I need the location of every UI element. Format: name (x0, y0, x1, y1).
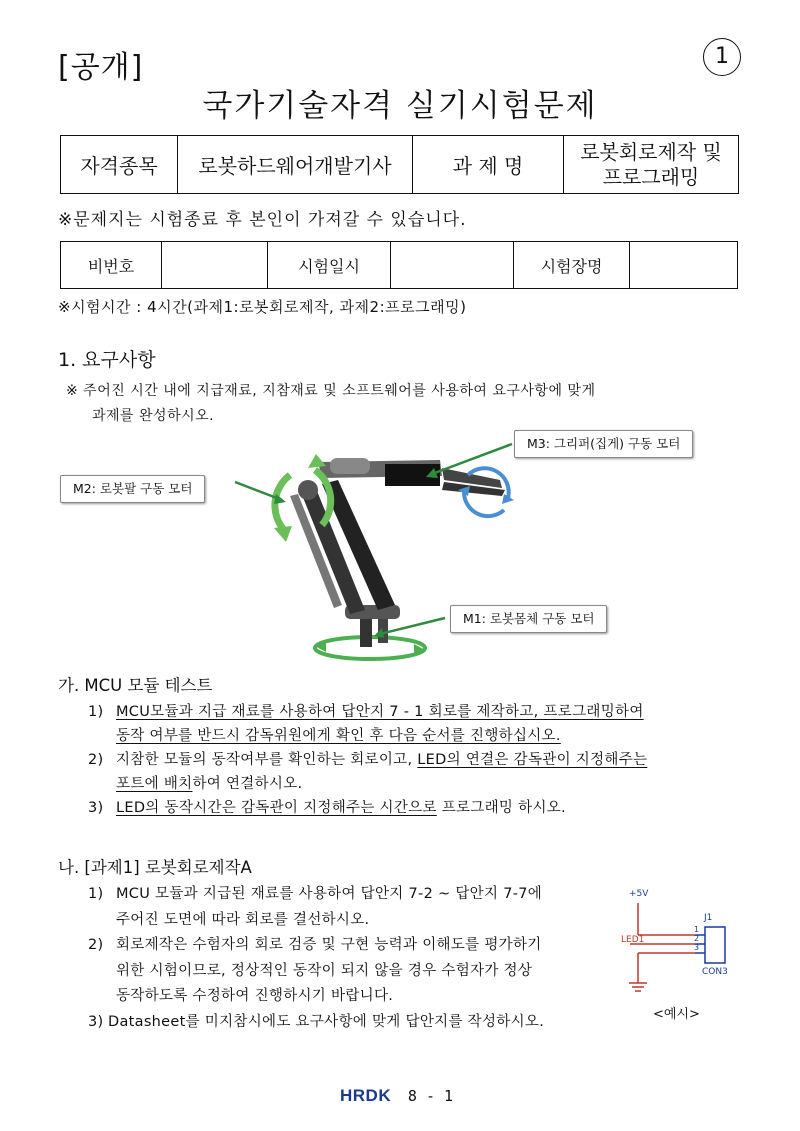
led-label: LED1 (621, 935, 645, 945)
exam-date-label: 시험일시 (268, 242, 391, 289)
public-tag: [공개] (58, 50, 144, 85)
qualification-value: 로봇하드웨어개발기사 (178, 136, 413, 194)
exam-time-notice: ※시험시간 : 4시간(과제1:로봇회로제작, 과제2:프로그래밍) (58, 298, 467, 316)
task-value-line1: 로봇회로제작 및 (580, 139, 722, 164)
mcu-test-list (88, 700, 768, 820)
mcu-item2-line1b: LED의 연결은 감독관이 지정해주는 (417, 752, 648, 768)
list-item (88, 748, 768, 796)
pin-2: 2 (694, 934, 700, 943)
connector-ref: J1 (704, 913, 713, 923)
task-value-line2: 프로그래밍 (602, 164, 700, 189)
mcu-item2-line1a: 지참한 모듈의 동작여부를 확인하는 회로이고, (116, 752, 418, 768)
list-item (88, 796, 768, 820)
hrdk-logo: HRDK (340, 1086, 392, 1105)
list-item-number: 1) (88, 704, 104, 720)
qualification-table (60, 135, 739, 194)
qualification-label: 자격종목 (61, 136, 178, 194)
robot-arm-figure (60, 420, 760, 670)
mcu-item1-line2: 동작 여부를 반드시 감독위원에게 확인 후 다음 순서를 진행하십시오. (116, 728, 561, 744)
exam-venue-value[interactable] (630, 242, 738, 289)
m3-gripper-motor-label: M3: 그리퍼(집게) 구동 모터 (514, 430, 693, 458)
exam-number-label: 비번호 (61, 242, 162, 289)
mcu-item1-line1: MCU모듈과 지급 재료를 사용하여 답안지 7 - 1 회로를 제작하고, 프로그래밍하여 (116, 704, 644, 720)
list-item-number: 3) (88, 1013, 104, 1030)
connector-name: CON3 (702, 967, 728, 977)
section-mcu-test-title: 가. MCU 모듈 테스트 (58, 676, 213, 695)
mcu-item2-line2b: 하여 연결하시오. (192, 776, 303, 792)
task-value (564, 136, 739, 194)
take-home-notice: ※문제지는 시험종료 후 본인이 가져갈 수 있습니다. (58, 210, 467, 230)
m1-body-motor-label: M1: 로봇몸체 구동 모터 (450, 605, 607, 633)
exam-venue-label: 시험장명 (514, 242, 630, 289)
m2-arm-motor-label: M2: 로봇팔 구동 모터 (60, 475, 205, 503)
exam-date-value[interactable] (391, 242, 514, 289)
circuit-item2-line2: 위한 시험이므로, 정상적인 동작이 되지 않을 경우 수험자가 정상 (116, 962, 533, 979)
section-requirements-title: 1. 요구사항 (58, 349, 156, 371)
list-item-number: 2) (88, 937, 104, 953)
requirements-desc-line2: 과제를 완성하시오. (92, 408, 215, 424)
list-item-number: 2) (88, 752, 104, 768)
section-circuit-task-title: 나. [과제1] 로봇회로제작A (58, 858, 252, 877)
mcu-item2-line2a: 포트에 배치 (116, 776, 193, 792)
circuit-item2-line3: 동작하도록 수정하여 진행하시기 바랍니다. (116, 988, 394, 1004)
connector-schematic-example (615, 883, 765, 1033)
list-item (88, 933, 628, 1010)
list-item (88, 882, 628, 933)
page-number: 8 - 1 (407, 1087, 454, 1105)
circuit-item2-line1: 회로제작은 수험자의 회로 검증 및 구현 능력과 이해도를 평가하기 (116, 937, 542, 953)
list-item (88, 700, 768, 748)
circuit-item3-line1: Datasheet를 미지참시에도 요구사항에 맞게 답안지를 작성하시오. (108, 1013, 545, 1030)
footer (340, 1086, 453, 1106)
page-title: 국가기술자격 실기시험문제 (202, 88, 598, 124)
vcc-label: +5V (629, 889, 649, 899)
mcu-item3-a: LED의 동작시간은 감독관이 지정해주는 시간으로 (116, 800, 437, 816)
task-label: 과 제 명 (413, 136, 564, 194)
pin-1: 1 (694, 925, 700, 934)
list-item-number: 3) (88, 800, 104, 816)
mcu-item3-b: 프로그래밍 하시오. (436, 800, 566, 816)
circuit-item1-line1: MCU 모듈과 지급된 재료를 사용하여 답안지 7-2 ~ 답안지 7-7에 (116, 886, 543, 902)
page-marker: 1 (703, 38, 741, 76)
exam-number-value[interactable] (162, 242, 268, 289)
list-item-number: 1) (88, 886, 104, 902)
pin-3: 3 (694, 943, 700, 952)
requirements-desc-line1: ※ 주어진 시간 내에 지급재료, 지참재료 및 소프트웨어를 사용하여 요구사항에 맞게 (66, 383, 596, 399)
circuit-task-list (88, 882, 628, 1035)
list-item (88, 1010, 628, 1036)
schematic-caption: <예시> (653, 1007, 700, 1022)
exam-info-table (60, 241, 738, 289)
circuit-item1-line2: 주어진 도면에 따라 회로를 결선하시오. (116, 911, 370, 928)
